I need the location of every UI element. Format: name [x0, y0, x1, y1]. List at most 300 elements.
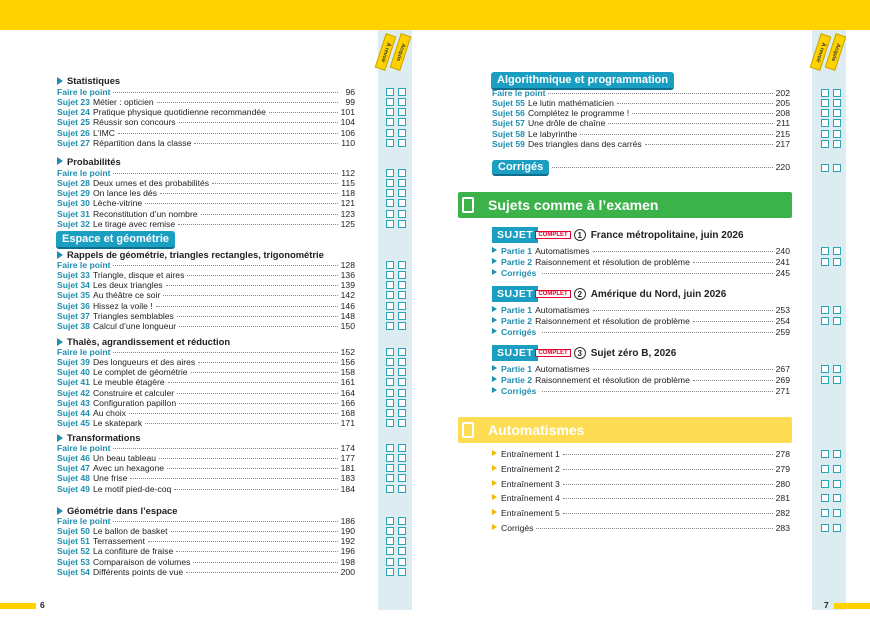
checkbox-a-revoir[interactable] [386, 220, 394, 228]
part-title: Raisonnement et résolution de problème [535, 375, 690, 385]
entry-title: Entraînement 2 [501, 463, 560, 474]
part-title: Automatismes [535, 246, 590, 256]
toc-entry[interactable] [57, 209, 355, 219]
page-ref: 279 [775, 463, 790, 474]
checkbox-a-revoir[interactable] [386, 302, 394, 310]
checkbox-acquis[interactable] [833, 509, 841, 517]
toc-entry[interactable] [57, 567, 355, 577]
sujet-title: Différents points de vue [92, 566, 184, 577]
section-heading [57, 336, 230, 347]
sujet-label: SUJET [492, 286, 538, 302]
checkbox-acquis[interactable] [398, 129, 406, 137]
toc-entry[interactable] [492, 88, 790, 98]
checkbox-a-revoir[interactable] [821, 99, 829, 107]
footer-bar-left [0, 603, 36, 609]
checkbox-a-revoir[interactable] [821, 317, 829, 325]
checkbox-acquis[interactable] [398, 179, 406, 187]
checkbox-acquis[interactable] [398, 485, 406, 493]
toc-entry[interactable] [57, 473, 355, 483]
toc-entry[interactable] [57, 526, 355, 536]
checkbox-acquis[interactable] [398, 220, 406, 228]
page-ref: 269 [775, 375, 790, 385]
checkbox-a-revoir[interactable] [821, 140, 829, 148]
checkbox-a-revoir[interactable] [821, 509, 829, 517]
sujet-number: Sujet 24 [57, 107, 90, 118]
dot-leader [194, 143, 338, 144]
part-label: Corrigés [501, 268, 537, 278]
page-ref: 278 [775, 449, 790, 459]
checkbox-a-revoir[interactable] [386, 281, 394, 289]
faire-le-point-label: Faire le point [57, 87, 111, 97]
dot-leader [113, 173, 338, 174]
toc-entry[interactable] [492, 129, 790, 139]
page-ref: 267 [775, 364, 790, 374]
checkbox-acquis[interactable] [398, 312, 406, 320]
checkbox-acquis[interactable] [833, 365, 841, 373]
triangle-bullet-icon [57, 507, 63, 515]
sujet-number: Sujet 43 [57, 397, 90, 408]
sujet-number: Sujet 36 [57, 300, 90, 311]
page-ref: 164 [340, 387, 355, 398]
toc-entry[interactable] [57, 367, 355, 377]
checkbox-a-revoir[interactable] [386, 169, 394, 177]
checkbox-acquis[interactable] [398, 348, 406, 356]
dot-leader [130, 478, 337, 479]
checkbox-acquis[interactable] [398, 517, 406, 525]
checkbox-a-revoir[interactable] [386, 199, 394, 207]
page-ref: 196 [340, 546, 355, 557]
checkbox-a-revoir[interactable] [386, 98, 394, 106]
sujet-number: Sujet 29 [57, 188, 90, 199]
checkbox-acquis[interactable] [398, 537, 406, 545]
checkbox-a-revoir[interactable] [386, 474, 394, 482]
checkbox-acquis[interactable] [398, 281, 406, 289]
checkbox-a-revoir[interactable] [386, 210, 394, 218]
sujet-title: Reconstitution d’un nombre [92, 208, 198, 219]
checkbox-acquis[interactable] [833, 99, 841, 107]
checkbox-a-revoir[interactable] [386, 108, 394, 116]
checkbox-a-revoir[interactable] [386, 409, 394, 417]
dot-leader [179, 326, 338, 327]
page-ref: 174 [340, 443, 355, 453]
checkbox-a-revoir[interactable] [386, 261, 394, 269]
phone-icon [456, 418, 480, 442]
exam-number: 1 [574, 229, 586, 241]
toc-entry[interactable] [57, 117, 355, 127]
exam-part-entry[interactable] [492, 386, 790, 396]
checkbox-a-revoir[interactable] [386, 179, 394, 187]
page-ref: 152 [340, 347, 355, 357]
exam-part-entry[interactable] [492, 257, 790, 267]
page-ref: 115 [341, 178, 355, 189]
part-title: Automatismes [535, 364, 590, 374]
sujet-label: SUJET [492, 345, 538, 361]
sujet-title: Au choix [92, 407, 126, 418]
sujet-title: Métier : opticien [92, 97, 154, 108]
entry-title: Entraînement 1 [501, 449, 560, 459]
checkbox-acquis[interactable] [398, 409, 406, 417]
checkbox-acquis[interactable] [833, 164, 841, 172]
checkbox-a-revoir[interactable] [821, 258, 829, 266]
sujet-title: Calcul d’une longueur [92, 320, 177, 331]
toc-entry[interactable] [57, 357, 355, 367]
sujet-title: Lèche-vitrine [92, 198, 143, 209]
checkbox-acquis[interactable] [398, 108, 406, 116]
toc-entry[interactable] [57, 107, 355, 117]
checkbox-acquis[interactable] [398, 169, 406, 177]
sujet-number: Sujet 26 [57, 127, 90, 138]
dot-leader [632, 113, 772, 114]
checkbox-acquis[interactable] [833, 109, 841, 117]
sujet-number: Sujet 54 [57, 566, 90, 577]
checkbox-a-revoir[interactable] [386, 139, 394, 147]
checkbox-a-revoir[interactable] [821, 450, 829, 458]
dot-leader [167, 468, 338, 469]
toc-entry[interactable] [57, 188, 355, 198]
dot-leader [542, 273, 772, 274]
top-yellow-bar [0, 0, 870, 30]
toc-entry[interactable] [57, 443, 355, 453]
checkbox-a-revoir[interactable] [386, 454, 394, 462]
section-heading [57, 432, 140, 443]
toc-entry[interactable] [57, 377, 355, 387]
checkbox-acquis[interactable] [398, 368, 406, 376]
phone-icon [456, 193, 480, 217]
checkbox-acquis[interactable] [833, 119, 841, 127]
checkbox-acquis[interactable] [833, 317, 841, 325]
page-ref: 208 [775, 108, 790, 119]
sujet-title: Triangles semblables [92, 310, 174, 321]
checkbox-acquis[interactable] [398, 88, 406, 96]
checkbox-acquis[interactable] [398, 118, 406, 126]
exam-part-entry[interactable] [492, 305, 790, 315]
dot-leader [168, 382, 338, 383]
checkbox-acquis[interactable] [833, 130, 841, 138]
sujet-number: Sujet 57 [492, 118, 525, 129]
toc-entry[interactable] [57, 260, 355, 270]
checkbox-a-revoir[interactable] [821, 164, 829, 172]
toc-entry[interactable] [57, 557, 355, 567]
checkbox-a-revoir[interactable] [386, 464, 394, 472]
checkbox-acquis[interactable] [398, 454, 406, 462]
checkbox-acquis[interactable] [398, 199, 406, 207]
toc-entry[interactable] [57, 418, 355, 428]
corriges-entry[interactable] [492, 160, 790, 176]
checkbox-acquis[interactable] [398, 261, 406, 269]
checkbox-a-revoir[interactable] [386, 368, 394, 376]
toc-entry[interactable] [57, 463, 355, 473]
automatisme-entry[interactable] [492, 464, 790, 474]
checkbox-a-revoir[interactable] [386, 527, 394, 535]
toc-entry[interactable] [492, 118, 790, 128]
page-ref: 128 [340, 260, 355, 270]
dot-leader [113, 352, 337, 353]
page-ref: 156 [340, 357, 355, 368]
checkbox-a-revoir[interactable] [386, 517, 394, 525]
exam-part-entry[interactable] [492, 327, 790, 337]
page-ref: 186 [340, 516, 355, 526]
toc-entry[interactable] [57, 347, 355, 357]
checkbox-acquis[interactable] [833, 450, 841, 458]
sujet-number: Sujet 45 [57, 418, 90, 429]
checkbox-a-revoir[interactable] [386, 485, 394, 493]
toc-entry[interactable] [57, 280, 355, 290]
page-ref: 184 [340, 483, 355, 494]
dot-leader [563, 513, 773, 514]
automatisme-entry[interactable] [492, 449, 790, 459]
checkbox-a-revoir[interactable] [386, 118, 394, 126]
page-ref: 253 [775, 305, 790, 315]
checkbox-acquis[interactable] [398, 389, 406, 397]
sujet-number: Sujet 34 [57, 280, 90, 291]
dot-leader [563, 469, 773, 470]
sujet-title: Construire et calculer [92, 387, 175, 398]
checkbox-acquis[interactable] [398, 139, 406, 147]
page-ref: 110 [341, 137, 355, 148]
automatisme-entry[interactable] [492, 479, 790, 489]
sujet-number: Sujet 50 [57, 526, 90, 537]
sujet-title: L’IMC [92, 127, 115, 138]
arrow-bullet-icon [492, 258, 497, 264]
checkbox-acquis[interactable] [833, 465, 841, 473]
checkbox-acquis[interactable] [833, 480, 841, 488]
toc-entry[interactable] [57, 138, 355, 148]
dot-leader [148, 541, 338, 542]
page-ref: 168 [340, 407, 355, 418]
checkbox-a-revoir[interactable] [821, 89, 829, 97]
toc-entry[interactable] [57, 168, 355, 178]
checkbox-a-revoir[interactable] [386, 129, 394, 137]
checkbox-a-revoir[interactable] [821, 376, 829, 384]
toc-entry[interactable] [57, 97, 355, 107]
checkbox-acquis[interactable] [833, 376, 841, 384]
checkbox-a-revoir[interactable] [821, 119, 829, 127]
checkbox-a-revoir[interactable] [386, 568, 394, 576]
exam-number: 2 [574, 288, 586, 300]
checkbox-a-revoir[interactable] [386, 558, 394, 566]
toc-entry[interactable] [492, 98, 790, 108]
arrow-bullet-icon [492, 306, 497, 312]
sujet-title: Au théâtre ce soir [92, 290, 161, 301]
sujet-title: Une drôle de chaîne [527, 118, 606, 129]
checkbox-a-revoir[interactable] [821, 494, 829, 502]
sujet-number: Sujet 51 [57, 536, 90, 547]
checkbox-a-revoir[interactable] [386, 444, 394, 452]
toc-entry[interactable] [57, 219, 355, 229]
badge-acquis-right: Acquis [825, 33, 847, 71]
exam-part-entry[interactable] [492, 246, 790, 256]
dot-leader [156, 306, 338, 307]
part-label: Corrigés [501, 327, 537, 337]
dot-leader [186, 572, 338, 573]
checkbox-a-revoir[interactable] [821, 130, 829, 138]
checkbox-acquis[interactable] [398, 189, 406, 197]
sujet-title: La confiture de fraise [92, 546, 174, 557]
arrow-bullet-icon [492, 509, 497, 515]
toc-entry[interactable] [57, 198, 355, 208]
exam-part-entry[interactable] [492, 375, 790, 385]
checkbox-acquis[interactable] [398, 568, 406, 576]
page-ref: 202 [775, 88, 790, 98]
automatisme-entry[interactable] [492, 508, 790, 518]
dot-leader [118, 133, 338, 134]
checkbox-acquis[interactable] [398, 291, 406, 299]
toc-entry[interactable] [57, 270, 355, 280]
sujet-title: Réussir son concours [92, 117, 176, 128]
checkbox-acquis[interactable] [398, 378, 406, 386]
sujet-number: Sujet 40 [57, 367, 90, 378]
checkbox-a-revoir[interactable] [386, 271, 394, 279]
exam-part-entry[interactable] [492, 268, 790, 278]
checkbox-acquis[interactable] [398, 322, 406, 330]
checkbox-acquis[interactable] [398, 419, 406, 427]
toc-entry[interactable] [492, 139, 790, 149]
dot-leader [157, 102, 338, 103]
checkbox-a-revoir[interactable] [821, 247, 829, 255]
automatisme-entry[interactable] [492, 523, 790, 533]
toc-entry[interactable] [57, 453, 355, 463]
section-title: Géométrie dans l’espace [67, 505, 178, 516]
badge-acquis-left: Acquis [390, 33, 412, 71]
checkbox-acquis[interactable] [398, 547, 406, 555]
arrow-bullet-icon [492, 450, 497, 456]
toc-entry[interactable] [57, 388, 355, 398]
sujet-number: Sujet 49 [57, 483, 90, 494]
toc-entry[interactable] [57, 398, 355, 408]
sujet-title: Répartition dans la classe [92, 137, 192, 148]
sujet-number: Sujet 30 [57, 198, 90, 209]
dot-leader [542, 332, 772, 333]
checkbox-acquis[interactable] [833, 494, 841, 502]
dot-leader [166, 285, 338, 286]
page-ref: 139 [340, 280, 355, 291]
toc-entry[interactable] [57, 87, 355, 97]
page-ref: 211 [776, 118, 790, 129]
toc-entry[interactable] [57, 301, 355, 311]
checkbox-acquis[interactable] [398, 399, 406, 407]
checkbox-acquis[interactable] [398, 358, 406, 366]
entry-title: Entraînement 3 [501, 478, 560, 489]
toc-entry[interactable] [57, 290, 355, 300]
page-ref: 101 [340, 107, 355, 118]
page-ref: 217 [775, 138, 790, 149]
exam-number: 3 [574, 347, 586, 359]
dot-leader [542, 391, 772, 392]
checkbox-a-revoir[interactable] [386, 348, 394, 356]
arrow-bullet-icon [492, 494, 497, 500]
toc-entry[interactable] [57, 516, 355, 526]
badge-a-revoir-right: À revoir [810, 33, 832, 71]
checkbox-acquis[interactable] [398, 302, 406, 310]
toc-entry[interactable] [57, 546, 355, 556]
checkbox-a-revoir[interactable] [821, 109, 829, 117]
automatisme-entry[interactable] [492, 493, 790, 503]
exam-part-entry[interactable] [492, 316, 790, 326]
dot-leader [693, 262, 773, 263]
checkbox-a-revoir[interactable] [386, 389, 394, 397]
toc-entry[interactable] [492, 108, 790, 118]
checkbox-acquis[interactable] [398, 558, 406, 566]
checkbox-acquis[interactable] [398, 444, 406, 452]
checkbox-a-revoir[interactable] [386, 419, 394, 427]
checkbox-acquis[interactable] [398, 210, 406, 218]
dot-leader [201, 214, 338, 215]
checkbox-acquis[interactable] [398, 98, 406, 106]
section-title: Rappels de géométrie, triangles rectangles, trigonométrie [67, 249, 324, 260]
dot-leader [269, 112, 338, 113]
page-ref: 177 [340, 453, 355, 464]
part-label: Partie 1 [501, 246, 533, 256]
checkbox-a-revoir[interactable] [386, 189, 394, 197]
toc-entry[interactable] [57, 128, 355, 138]
checkbox-a-revoir[interactable] [821, 465, 829, 473]
toc-entry[interactable] [57, 311, 355, 321]
part-label: Corrigés [501, 386, 537, 396]
dot-leader [176, 551, 337, 552]
checkbox-a-revoir[interactable] [821, 365, 829, 373]
checkbox-a-revoir[interactable] [386, 312, 394, 320]
page-ref: 121 [340, 198, 355, 209]
checkbox-a-revoir[interactable] [386, 378, 394, 386]
checkbox-acquis[interactable] [398, 464, 406, 472]
checkbox-a-revoir[interactable] [386, 399, 394, 407]
triangle-bullet-icon [57, 157, 63, 165]
page-ref: 183 [340, 473, 355, 484]
checkbox-acquis[interactable] [833, 306, 841, 314]
faire-le-point-label: Faire le point [57, 516, 111, 526]
checkbox-a-revoir[interactable] [386, 322, 394, 330]
sujet-number: Sujet 52 [57, 546, 90, 557]
checkbox-acquis[interactable] [398, 271, 406, 279]
page-ref: 136 [340, 270, 355, 281]
toc-entry[interactable] [57, 408, 355, 418]
sujet-number: Sujet 38 [57, 320, 90, 331]
checkbox-a-revoir[interactable] [821, 480, 829, 488]
dot-leader [113, 265, 337, 266]
page-ref: 205 [775, 98, 790, 109]
checkbox-acquis[interactable] [833, 89, 841, 97]
toc-entry[interactable] [57, 484, 355, 494]
sujet-number: Sujet 48 [57, 473, 90, 484]
checkbox-a-revoir[interactable] [386, 291, 394, 299]
toc-entry[interactable] [57, 178, 355, 188]
checkbox-a-revoir[interactable] [821, 524, 829, 532]
page-ref: 106 [340, 127, 355, 138]
page-ref: 181 [340, 463, 355, 474]
checkbox-a-revoir[interactable] [821, 306, 829, 314]
toc-entry[interactable] [57, 536, 355, 546]
section-title: Transformations [67, 432, 141, 443]
page-ref: 150 [340, 320, 355, 331]
arrow-bullet-icon [492, 247, 497, 253]
sujet-number: Sujet 32 [57, 218, 90, 229]
checkbox-a-revoir[interactable] [386, 358, 394, 366]
checkbox-acquis[interactable] [833, 258, 841, 266]
checkbox-a-revoir[interactable] [386, 537, 394, 545]
dot-leader [179, 403, 338, 404]
toc-entry[interactable] [57, 321, 355, 331]
checkbox-acquis[interactable] [833, 140, 841, 148]
sujet-number: Sujet 35 [57, 290, 90, 301]
exam-part-entry[interactable] [492, 364, 790, 374]
exam-header [492, 286, 726, 302]
checkbox-acquis[interactable] [398, 527, 406, 535]
checkbox-acquis[interactable] [833, 524, 841, 532]
checkbox-acquis[interactable] [398, 474, 406, 482]
checkbox-a-revoir[interactable] [386, 88, 394, 96]
checkbox-a-revoir[interactable] [386, 547, 394, 555]
checkbox-acquis[interactable] [833, 247, 841, 255]
